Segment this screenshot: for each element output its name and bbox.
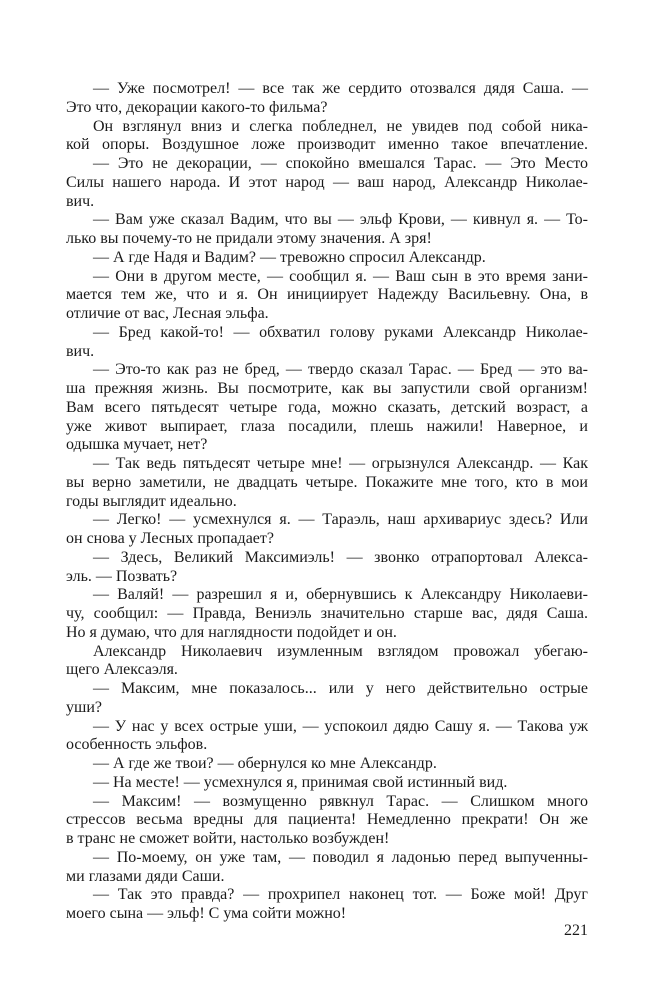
text-line: — А где Надя и Вадим? — тревожно спросил Александр.	[93, 248, 486, 266]
text-line: — Валяй! — разрешил я и, обернувшись к Александру Николаеви-	[93, 586, 588, 604]
text-line: — Максим, мне показалось... или у него действительно острые	[93, 680, 588, 697]
text-line: — Легко! — усмехнулся я. — Тараэль, наш архивариус здесь? Или	[93, 511, 588, 529]
text-line: эль. — Позвать?	[66, 567, 178, 585]
text-line: лько вы почему-то не придали этому значения. А зря!	[66, 230, 432, 247]
text-line: в транс не сможет войти, настолько возбужден!	[66, 830, 390, 847]
text-line: — Они в другом месте, — сообщил я. — Ваш сын в это время зани-	[93, 267, 588, 285]
text-line: кой опоры. Воздушное ложе производит именно такое впечатление.	[66, 136, 588, 154]
text-line: — Это не декорации, — спокойно вмешался Тарас. — Это Место	[93, 155, 588, 172]
text-line: — У нас у всех острые уши, — успокоил дядю Сашу я. — Такова уж	[93, 717, 588, 735]
text-line: Это что, декорации какого-то фильма?	[66, 98, 328, 116]
text-line: мается тем же, что и я. Он инициирует Надежду Васильевну. Она, в	[66, 286, 588, 304]
text-line: отличие от вас, Лесная эльфа.	[66, 305, 269, 322]
text-line: — Максим! — возмущенно рявкнул Тарас. — Слишком много	[93, 792, 588, 810]
text-line: ша прежняя жизнь. Вы посмотрите, как вы запустили свой организм!	[66, 380, 588, 397]
text-line: щего Алексаэля.	[66, 661, 178, 679]
text-line: он снова у Лесных пропадает?	[66, 530, 274, 547]
text-line: — Так ведь пятьдесят четыре мне! — огрызнулся Александр. — Как	[93, 455, 588, 472]
page-number: 221	[564, 922, 588, 939]
text-line: вич.	[66, 192, 95, 210]
text-line: стрессов весьма вредны для пациента! Немедленно прекрати! Он же	[66, 811, 588, 829]
text-line: — На месте! — усмехнулся я, принимая свой истинный вид.	[93, 773, 508, 791]
text-line: ми глазами дяди Саши.	[66, 867, 225, 885]
text-line: годы выглядит идеально.	[66, 492, 237, 510]
body-text	[66, 80, 588, 924]
text-line: Александр Николаевич изумленным взглядом провожал убегаю-	[93, 642, 588, 660]
text-line: вич.	[66, 342, 95, 360]
text-line: — Вам уже сказал Вадим, что вы — эльф Крови, — кивнул я. — То-	[93, 211, 588, 229]
text-line: Он взглянул вниз и слегка побледнел, не увидев под собой ника-	[93, 117, 588, 135]
text-line: уши?	[66, 698, 102, 716]
text-line: — Бред какой-то! — обхватил голову руками Александр Николае-	[93, 323, 588, 341]
text-line: особенность эльфов.	[66, 736, 208, 754]
text-line: Вам всего пятьдесят четыре года, можно сказать, детский возраст, а	[66, 398, 588, 416]
text-line: — Уже посмотрел! — все так же сердито отозвался дядя Саша. —	[93, 80, 588, 97]
text-line: одышка мучает, нет?	[66, 436, 208, 454]
text-line: — Здесь, Великий Максимиэль! — звонко отрапортовал Алекса-	[93, 548, 588, 566]
text-line: — По-моему, он уже там, — поводил я ладонью перед выпученны-	[93, 848, 588, 866]
text-line: Но я думаю, что для наглядности подойдет и он.	[66, 623, 397, 641]
text-line: уже живот выпирает, глаза посадили, плешь нажили! Наверное, и	[66, 417, 588, 435]
text-line: — Так это правда? — прохрипел наконец тот. — Боже мой! Друг	[93, 886, 588, 904]
text-line: моего сына — эльф! С ума сойти можно!	[66, 905, 347, 922]
text-line: — Это-то как раз не бред, — твердо сказал Тарас. — Бред — это ва-	[93, 361, 588, 379]
text-line: чу, сообщил: — Правда, Вениэль значительно старше вас, дядя Саша.	[66, 605, 588, 622]
text-line: Силы нашего народа. И этот народ — ваш народ, Александр Николае-	[66, 173, 588, 191]
text-line: вы верно заметили, не двадцать четыре. Покажите мне того, кто в мои	[66, 473, 588, 491]
text-line: — А где же твои? — обернулся ко мне Александр.	[93, 755, 437, 772]
